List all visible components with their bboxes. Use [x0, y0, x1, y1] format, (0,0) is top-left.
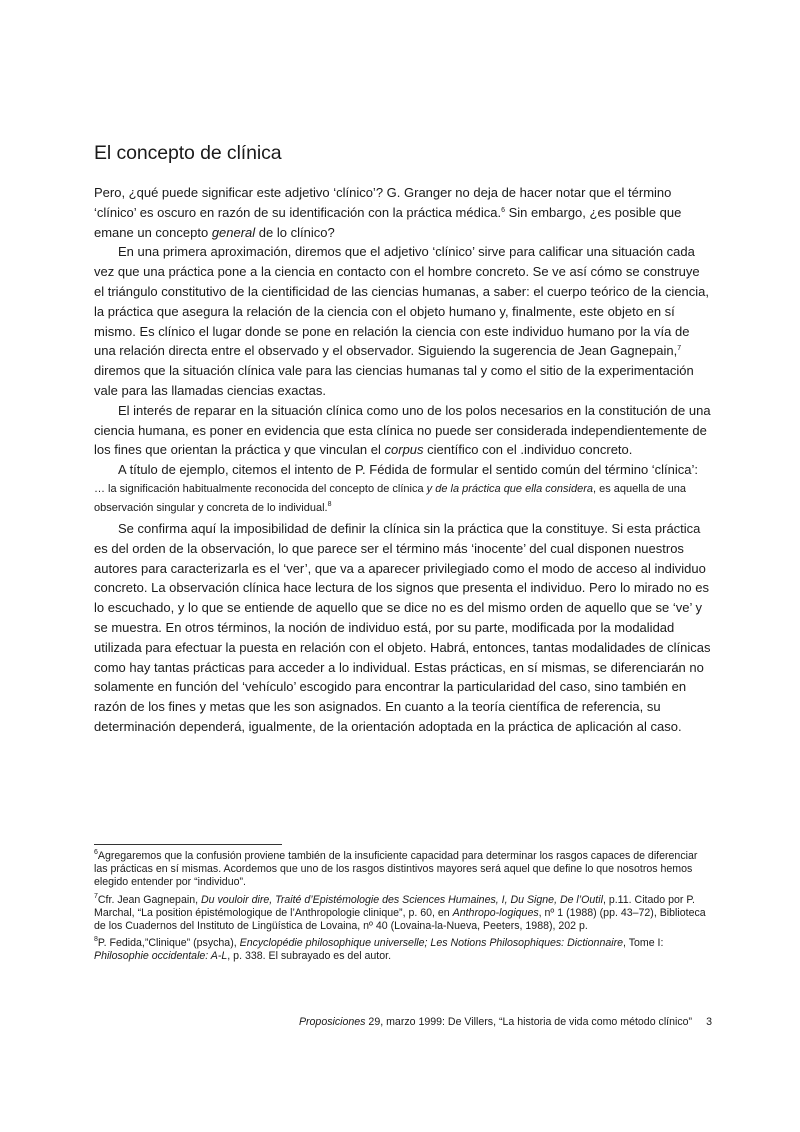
- footnote-8-volume: Philosophie occidentale: A-L: [94, 950, 228, 963]
- footnote-ref-6[interactable]: 6: [501, 206, 505, 214]
- footnote-7: [94, 894, 712, 934]
- footnote-8-text-c: , p. 338. El subrayado es del autor.: [227, 950, 392, 963]
- p3-emphasis: corpus: [384, 442, 424, 458]
- p3-text-a: El interés de reparar en la situación clínica como uno de los polos necesarios en la constitución de una ciencia humana, es poner en evidencia que esta clínica no puede ser considerada independientemente de los fines que orientan la práctica y que vinculan el: [94, 402, 711, 458]
- p2-text-a: En una primera aproximación, diremos que el adjetivo ‘clínico’ sirve para calificar una situación cada vez que una práctica pone a la ciencia en contacto con el hombre concreto. Se ve así cómo se construye el triángulo constitutivo de la cientificidad de las ciencias humanas, a saber: el cuerpo teórico de la ciencia, la práctica que asegura la relación de la ciencia con el objeto humano y, finalmente, este objeto en sí mismo. Es clínico el lugar donde se pone en relación la ciencia con este individuo humano por la vía de una relación directa entre el observado y el observador. Siguiendo la sugerencia de Jean Gagnepain,: [94, 244, 709, 359]
- footnote-7-text-c: , nº 1 (1988) (pp. 43–72), Biblioteca de los Cuadernos del Instituto de Lingüística de Lovaina, nº 40 (Lovaina-la-Nueva, Peeters, 1988), 202 p.: [94, 906, 706, 933]
- footer-journal: Proposiciones: [298, 1016, 366, 1028]
- footnote-8: [94, 937, 712, 963]
- block-quote: [94, 480, 712, 519]
- footnote-8-text-b: , Tome I:: [623, 937, 664, 950]
- p1-text-b: Sin embargo, ¿es posible que emane un concepto: [94, 204, 682, 240]
- footnotes: [94, 850, 712, 968]
- footnote-7-text-a: Cfr. Jean Gagnepain,: [97, 893, 201, 906]
- p1-text-c: de lo clínico?: [255, 224, 335, 240]
- footnote-7-journal: Anthropo-logiques: [452, 906, 539, 919]
- paragraph-5: Se confirma aquí la imposibilidad de definir la clínica sin la práctica que la constituye. Si esta práctica es del orden de la observación, lo que parece ser el término más ‘inocente’ del cual disponen nuestros autores para caracterizarla es el ‘ver’, que va a aparecer privilegiado como el modo de acceso al individuo concreto. La observación clínica hace lectura de los signos que presenta el individuo. Pero lo mirado no es lo escuchado, y lo que se entiende de aquello que se dice no es del mismo orden de aquello que se ‘ve’ y se muestra. En otros términos, la noción de individuo está, por su parte, modificada por la modalidad utilizada para efectuar la puesta en relación con el objeto. Habrá, entonces, tantas modalidades de clínicas como hay tantas prácticas para acceder a lo individual. Estas prácticas, en sí mismas, se diferenciarán no solamente en función del ‘vehículo’ escogido para encontrar la particularidad del caso, sino también en razón de los fines y metas que les son asignados. En cuanto a la teoría científica de referencia, su determinación dependerá, igualmente, de la orientación adoptada en la práctica de aplicación al caso.: [94, 520, 711, 734]
- footnote-6-marker: 6: [94, 849, 98, 856]
- footnote-ref-8[interactable]: 8: [327, 501, 332, 509]
- body-text: [94, 183, 712, 737]
- footnote-ref-7[interactable]: 7: [677, 345, 682, 353]
- p2-text-b: diremos que la situación clínica vale para las ciencias humanas tal y como el sitio de la experimentación vale para las llamadas ciencias exactas.: [94, 363, 694, 398]
- footnote-divider: [94, 844, 282, 845]
- p1-emphasis: general: [211, 224, 256, 240]
- footer-citation: 29, marzo 1999: De Villers, “La historia de vida como método clínico”: [365, 1016, 693, 1028]
- footnote-8-marker: 8: [94, 936, 98, 944]
- footnote-6: [94, 850, 712, 890]
- paragraph-2: [94, 242, 712, 400]
- paragraph-1: [94, 183, 712, 242]
- page-number: 3: [706, 1016, 712, 1028]
- paragraph-3: [94, 401, 712, 460]
- section-heading: El concepto de clínica: [94, 142, 282, 164]
- footnote-7-text-b: , p.11. Citado por P. Marchal, “La position épistémologique de l’Anthropologie clinique”, p. 60, en: [94, 893, 696, 919]
- quote-text-b: , es aquella de una observación singular y concreta de lo individual.: [94, 482, 686, 515]
- quote-text-a: … la significación habitualmente reconocida del concepto de clínica: [94, 482, 427, 495]
- footnote-7-title: Du vouloir dire, Traité d’Epistémologie des Sciences Humaines, I, Du Signe, De l’Outil: [200, 893, 603, 906]
- page-footer: [94, 1016, 712, 1028]
- p1-text-a: Pero, ¿qué puede significar este adjetivo ‘clínico’? G. Granger no deja de hacer notar que el término ‘clínico’ es oscuro en razón de su identificación con la práctica médica.: [94, 185, 672, 220]
- footnote-7-marker: 7: [94, 892, 98, 900]
- footnote-8-text-a: P. Fedida,”Clinique” (psycha),: [97, 937, 240, 950]
- p3-text-b: científico con el .individuo concreto.: [423, 442, 633, 458]
- footnote-8-title: Encyclopédie philosophique universelle; Les Notions Philosophiques: Dictionnaire: [239, 937, 624, 950]
- paragraph-4: A título de ejemplo, citemos el intento de P. Fédida de formular el sentido común del término ‘clínica’:: [118, 462, 699, 478]
- footnote-6-text: Agregaremos que la confusión proviene también de la insuficiente capacidad para determinar los rasgos capaces de diferenciar las prácticas en sí mismas. Acordemos que uno de los rasgos distintivos mayores será aquel que define lo que nosotros hemos elegido entender por “individuo”.: [94, 850, 698, 889]
- quote-emphasis: y de la práctica que ella considera: [426, 482, 593, 495]
